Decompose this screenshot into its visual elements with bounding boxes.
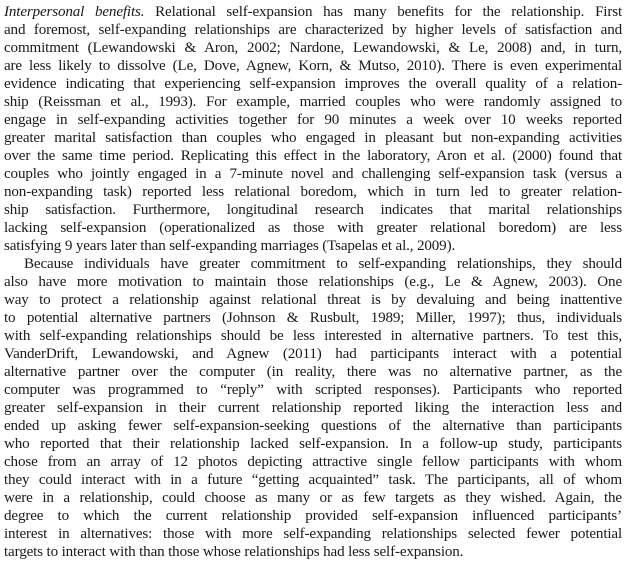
text-line: chose from an array of 12 photos depicting attractive single fellow participants with whom — [4, 454, 622, 470]
text-line: with self-expanding relationships should be less interested in alternative partners. To test this, — [4, 328, 622, 344]
text-line: Because individuals have greater commitment to self-expanding relationships, they should — [24, 256, 622, 272]
text-line: computer was programmed to “reply” with scripted responses). Participants who reported — [4, 382, 622, 398]
text-line: lacking self-expansion (operationalized as those with greater relational boredom) are less — [4, 220, 622, 236]
text-line: and foremost, self-expanding relationships are characterized by higher levels of satisfaction and — [4, 22, 622, 38]
text-line: VanderDrift, Lewandowski, and Agnew (2011) had participants interact with a potential — [4, 346, 622, 362]
text-line: ship satisfaction. Furthermore, longitudinal research indicates that marital relationships — [4, 202, 622, 218]
text-line: satisfying 9 years later than self-expanding marriages (Tsapelas et al., 2009). — [4, 238, 456, 254]
text-line: targets to interact with than those whose relationships had less self-expansion. — [4, 544, 464, 560]
text-line: ship (Reissman et al., 1993). For example, married couples who were randomly assigned to — [4, 94, 622, 110]
text-line: over the same time period. Replicating this effect in the laboratory, Aron et al. (2000) found that — [4, 148, 622, 164]
text-line: greater self-expansion in their current relationship reported liking the interaction less and — [4, 400, 622, 416]
text-line: non-expanding task) reported less relational boredom, which in turn led to greater relation- — [4, 184, 622, 200]
text-line: were in a relationship, could choose as many or as few targets as they wished. Again, the — [4, 490, 622, 506]
text-line: they could interact with in a future “getting acquainted” task. The participants, all of whom — [4, 472, 622, 488]
text-line: interest in alternatives: those with more self-expanding relationships selected fewer potential — [4, 526, 622, 542]
section-run-in-heading: Interpersonal benefits. — [4, 4, 145, 20]
text-line: are less likely to dissolve (Le, Dove, Agnew, Korn, & Mutso, 2010). There is even experimental — [4, 58, 622, 74]
text-line: degree to which the current relationship provided self-expansion influenced participants’ — [4, 508, 622, 524]
text-line: to potential alternative partners (Johnson & Rusbult, 1989; Miller, 1997); thus, individuals — [4, 310, 622, 326]
text-line: way to protect a relationship against relational threat is by devaluing and being inattentive — [4, 292, 622, 308]
text-line: who reported that their relationship lacked self-expansion. In a follow-up study, participants — [4, 436, 622, 452]
text-line: commitment (Lewandowski & Aron, 2002; Nardone, Lewandowski, & Le, 2008) and, in turn, — [4, 40, 622, 56]
text-line: greater marital satisfaction than couples who engaged in pleasant but non-expanding activities — [4, 130, 622, 146]
text-line — [4, 3, 622, 21]
text-line: also have more motivation to maintain those relationships (e.g., Le & Agnew, 2003). One — [4, 274, 622, 290]
text-line: couples who jointly engaged in a 7-minute novel and challenging self-expansion task (versus a — [4, 166, 622, 182]
text-line: engage in self-expanding activities together for 90 minutes a week over 10 weeks reported — [4, 112, 622, 128]
line-text: Relational self-expansion has many benefits for the relationship. First — [144, 4, 622, 20]
text-line: alternative partner over the computer (in reality, there was no alternative partner, as the — [4, 364, 622, 380]
text-line: ended up asking fewer self-expansion-seeking questions of the alternative than participants — [4, 418, 622, 434]
text-line: evidence indicating that experiencing self-expansion improves the overall quality of a relation- — [4, 76, 622, 92]
